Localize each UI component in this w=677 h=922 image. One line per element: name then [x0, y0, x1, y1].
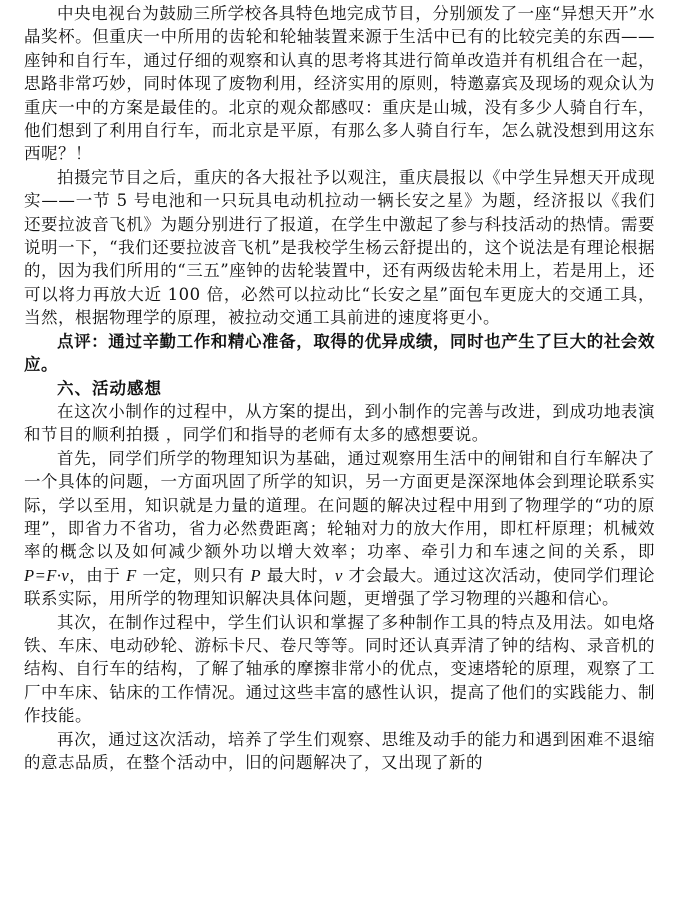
- force-symbol: F: [126, 565, 137, 585]
- power-symbol: P: [250, 565, 262, 585]
- section-heading: 六、活动感想: [57, 378, 162, 398]
- paragraph-comment: 点评：通过辛勤工作和精心准备，取得的优异成绩，同时也产生了巨大的社会效应。: [24, 331, 655, 375]
- velocity-symbol: v: [334, 565, 343, 585]
- paragraph-award: 中央电视台为鼓励三所学校各具特色地完成节目，分别颁发了一座“异想天开”水晶奖杯。但重庆一中所用的齿轮和轮轴装置来源于生活中已有的比较完美的东西——座钟和自行车，通过仔细的观察和认真的思考将其进行简单改造并有机组合在一起，思路非常巧妙，同时体现了废物利用，经济实用的原则，特邀嘉宾及现场的观众认为重庆一中的方案是最佳的。北京的观众都感叹：重庆是山城，没有多少人骑自行车，他们想到了利用自行车，而北京是平原，有那么多人骑自行车，怎么就没想到用这东西呢？！: [24, 4, 655, 164]
- power-formula: P=F·v: [24, 565, 70, 585]
- paragraph-secondly: 其次，在制作过程中，学生们认识和掌握了多种制作工具的特点及用法。如电烙铁、车床、电动砂轮、游标卡尺、卷尺等等。同时还认真弄清了钟的结构、录音机的结构、自行车的结构，了解了轴承的摩擦非常小的优点，变速塔轮的原理，观察了工厂中车床、钻床的工作情况。通过这些丰富的感性认识，提高了他们的实践能力、制作技能。: [24, 612, 655, 726]
- paragraph-firstly: [24, 447, 655, 611]
- firstly-text-c: 一定，则只有: [136, 565, 251, 585]
- firstly-text-a: 首先，同学们所学的物理知识为基础，通过观察用生活中的闸钳和自行车解决了一个具体的问题，一方面巩固了所学的知识，另一方面更是深深地体会到理论联系实际，学以至用，知识就是力量的道理。在问题的解决过程中用到了物理学的“功的原理”，即省力不省功，省力必然费距离；轮轴对力的放大作用，即杠杆原理；机械效率的概念以及如何减少额外功以增大效率；功率、牵引力和车速之间的关系，即: [24, 448, 655, 562]
- paragraph-thirdly: 再次，通过这次活动，培养了学生们观察、思维及动手的能力和遇到困难不退缩的意志品质，在整个活动中，旧的问题解决了，又出现了新的: [24, 729, 655, 772]
- paragraph-intro-thoughts: 在这次小制作的过程中，从方案的提出，到小制作的完善与改进，到成功地表演和节目的顺利拍摄 ，同学们和指导的老师有太多的感想要说。: [24, 401, 655, 445]
- firstly-text-d: 最大时，: [261, 565, 335, 585]
- firstly-text-b: ，由于: [69, 565, 127, 585]
- paragraph-press-coverage: 拍摄完节目之后，重庆的各大报社予以观注，重庆晨报以《中学生异想天开成现实——一节 5 号电池和一只玩具电动机拉动一辆长安之星》为题，经济报以《我们还要拉波音飞机》为题分别进行了报道，在学生中激起了参与科技活动的热情。需要说明一下，“我们还要拉波音飞机”是我校学生杨云舒提出的，这个说法是有理论根据的，因为我们所用的“三五”座钟的齿轮装置中，还有两级齿轮未用上，若是用上，还可以将力再放大近 100 倍，必然可以拉动比“长安之星”面包车更庞大的交通工具，当然，根据物理学的原理，被拉动交通工具前进的速度将更小。: [24, 167, 655, 328]
- firstly-text-e: 才会最大。通过这次活动，使同学们理论联系实际，用所学的物理知识解决具体问题，更增强了学习物理的兴趣和信心。: [24, 565, 656, 609]
